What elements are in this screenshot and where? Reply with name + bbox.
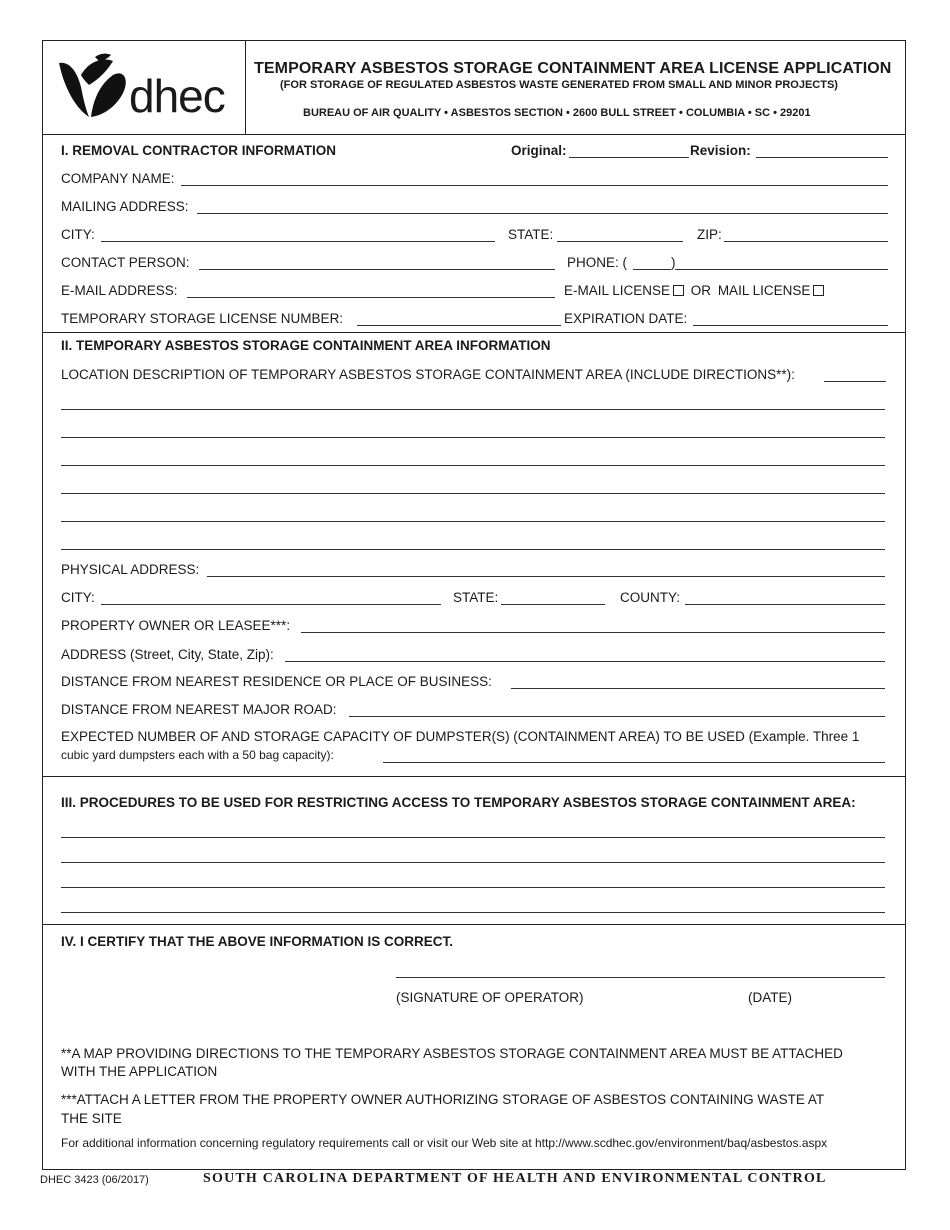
form-number: DHEC 3423 (06/2017) xyxy=(40,1174,149,1186)
county-label: COUNTY: xyxy=(620,590,681,605)
contact-person-label: CONTACT PERSON: xyxy=(61,255,190,270)
location-description-line-4[interactable] xyxy=(61,493,885,494)
mail-license-label: MAIL LICENSE xyxy=(717,283,811,298)
form-subtitle: (FOR STORAGE OF REGULATED ASBESTOS WASTE GENERATED FROM SMALL AND MINOR PROJECTS) xyxy=(280,79,838,91)
mail-license-checkbox[interactable] xyxy=(813,285,824,296)
license-delivery-options xyxy=(564,283,827,298)
zip-field[interactable] xyxy=(724,241,888,242)
physical-address-label: PHYSICAL ADDRESS: xyxy=(61,562,200,577)
state-field[interactable] xyxy=(557,241,683,242)
email-address-label: E-MAIL ADDRESS: xyxy=(61,283,178,298)
location-description-line-6[interactable] xyxy=(61,549,885,550)
signature-field[interactable] xyxy=(396,977,885,978)
site-city-field[interactable] xyxy=(101,604,441,605)
phone-field[interactable] xyxy=(675,269,888,270)
department-name: SOUTH CAROLINA DEPARTMENT OF HEALTH AND ENVIRONMENTAL CONTROL xyxy=(203,1171,827,1186)
email-license-checkbox[interactable] xyxy=(673,285,684,296)
company-name-label: COMPANY NAME: xyxy=(61,171,175,186)
signature-label: (SIGNATURE OF OPERATOR) xyxy=(396,990,584,1005)
mailing-address-label: MAILING ADDRESS: xyxy=(61,199,189,214)
license-number-label: TEMPORARY STORAGE LICENSE NUMBER: xyxy=(61,311,344,326)
additional-info: For additional information concerning regulatory requirements call or visit our Web site at http://www.scdhec.gov/environment/baq/asbestos.aspx xyxy=(61,1136,828,1150)
owner-address-field[interactable] xyxy=(285,661,885,662)
owner-address-label: ADDRESS (Street, City, State, Zip): xyxy=(61,647,274,662)
phone-label: PHONE: ( xyxy=(567,255,628,270)
county-field[interactable] xyxy=(685,604,885,605)
form-title: TEMPORARY ASBESTOS STORAGE CONTAINMENT AREA LICENSE APPLICATION xyxy=(254,60,892,77)
expected-capacity-label-line-1: EXPECTED NUMBER OF AND STORAGE CAPACITY OF DUMPSTER(S) (CONTAINMENT AREA) TO BE USED (Example. Three 1 xyxy=(61,729,860,744)
property-owner-field[interactable] xyxy=(301,632,885,633)
procedures-line-1[interactable] xyxy=(61,837,885,838)
original-field[interactable] xyxy=(569,157,689,158)
city-field[interactable] xyxy=(101,241,495,242)
contact-person-field[interactable] xyxy=(199,269,555,270)
distance-residence-label: DISTANCE FROM NEAREST RESIDENCE OR PLACE OF BUSINESS: xyxy=(61,674,492,689)
section-1-heading: I. REMOVAL CONTRACTOR INFORMATION xyxy=(61,143,336,158)
expiration-date-field[interactable] xyxy=(693,325,888,326)
expiration-date-label: EXPIRATION DATE: xyxy=(564,311,688,326)
state-label: STATE: xyxy=(508,227,554,242)
distance-road-label: DISTANCE FROM NEAREST MAJOR ROAD: xyxy=(61,702,337,717)
revision-field[interactable] xyxy=(756,157,888,158)
revision-label: Revision: xyxy=(690,143,751,158)
dhec-leaf-icon xyxy=(55,53,133,123)
procedures-line-4[interactable] xyxy=(61,912,885,913)
distance-residence-field[interactable] xyxy=(511,688,885,689)
procedures-line-2[interactable] xyxy=(61,862,885,863)
location-description-line-2[interactable] xyxy=(61,437,885,438)
or-label: OR xyxy=(690,283,712,298)
zip-label: ZIP: xyxy=(697,227,722,242)
map-note-line-1: **A MAP PROVIDING DIRECTIONS TO THE TEMPORARY ASBESTOS STORAGE CONTAINMENT AREA MUST BE ATTACHED xyxy=(61,1046,843,1061)
mailing-address-field[interactable] xyxy=(197,213,888,214)
letter-note-line-1: ***ATTACH A LETTER FROM THE PROPERTY OWNER AUTHORIZING STORAGE OF ASBESTOS CONTAINING WASTE AT xyxy=(61,1092,825,1107)
license-number-field[interactable] xyxy=(357,325,561,326)
letter-note-line-2: THE SITE xyxy=(61,1111,122,1126)
site-state-field[interactable] xyxy=(501,604,605,605)
location-description-line-5[interactable] xyxy=(61,521,885,522)
site-city-label: CITY: xyxy=(61,590,95,605)
phone-area-code-field[interactable] xyxy=(633,269,671,270)
section-2-heading: II. TEMPORARY ASBESTOS STORAGE CONTAINMENT AREA INFORMATION xyxy=(61,338,551,353)
expected-capacity-label-line-2: cubic yard dumpsters each with a 50 bag capacity): xyxy=(61,748,334,762)
form-frame xyxy=(42,40,906,1170)
section-3-heading: III. PROCEDURES TO BE USED FOR RESTRICTING ACCESS TO TEMPORARY ASBESTOS STORAGE CONTAINMENT AREA: xyxy=(61,795,856,810)
logo-box xyxy=(43,41,246,134)
distance-road-field[interactable] xyxy=(349,716,885,717)
section-4-heading: IV. I CERTIFY THAT THE ABOVE INFORMATION IS CORRECT. xyxy=(61,934,454,949)
expected-capacity-field[interactable] xyxy=(383,762,885,763)
property-owner-label: PROPERTY OWNER OR LEASEE***: xyxy=(61,618,291,633)
location-description-label: LOCATION DESCRIPTION OF TEMPORARY ASBESTOS STORAGE CONTAINMENT AREA (INCLUDE DIRECTIONS**): xyxy=(61,367,795,382)
map-note-line-2: WITH THE APPLICATION xyxy=(61,1064,218,1079)
company-name-field[interactable] xyxy=(181,185,888,186)
email-license-label: E-MAIL LICENSE xyxy=(564,283,671,298)
bureau-address: BUREAU OF AIR QUALITY • ASBESTOS SECTION • 2600 BULL STREET • COLUMBIA • SC • 29201 xyxy=(303,107,811,119)
email-address-field[interactable] xyxy=(187,297,555,298)
procedures-line-3[interactable] xyxy=(61,887,885,888)
physical-address-field[interactable] xyxy=(207,576,885,577)
location-description-line-1[interactable] xyxy=(61,409,885,410)
site-state-label: STATE: xyxy=(453,590,499,605)
date-label: (DATE) xyxy=(748,990,792,1005)
location-description-line-3[interactable] xyxy=(61,465,885,466)
original-label: Original: xyxy=(511,143,567,158)
location-description-field-start[interactable] xyxy=(824,381,886,382)
logo-text: dhec xyxy=(129,70,225,122)
city-label: CITY: xyxy=(61,227,95,242)
phone-close-paren: ) xyxy=(671,255,676,270)
